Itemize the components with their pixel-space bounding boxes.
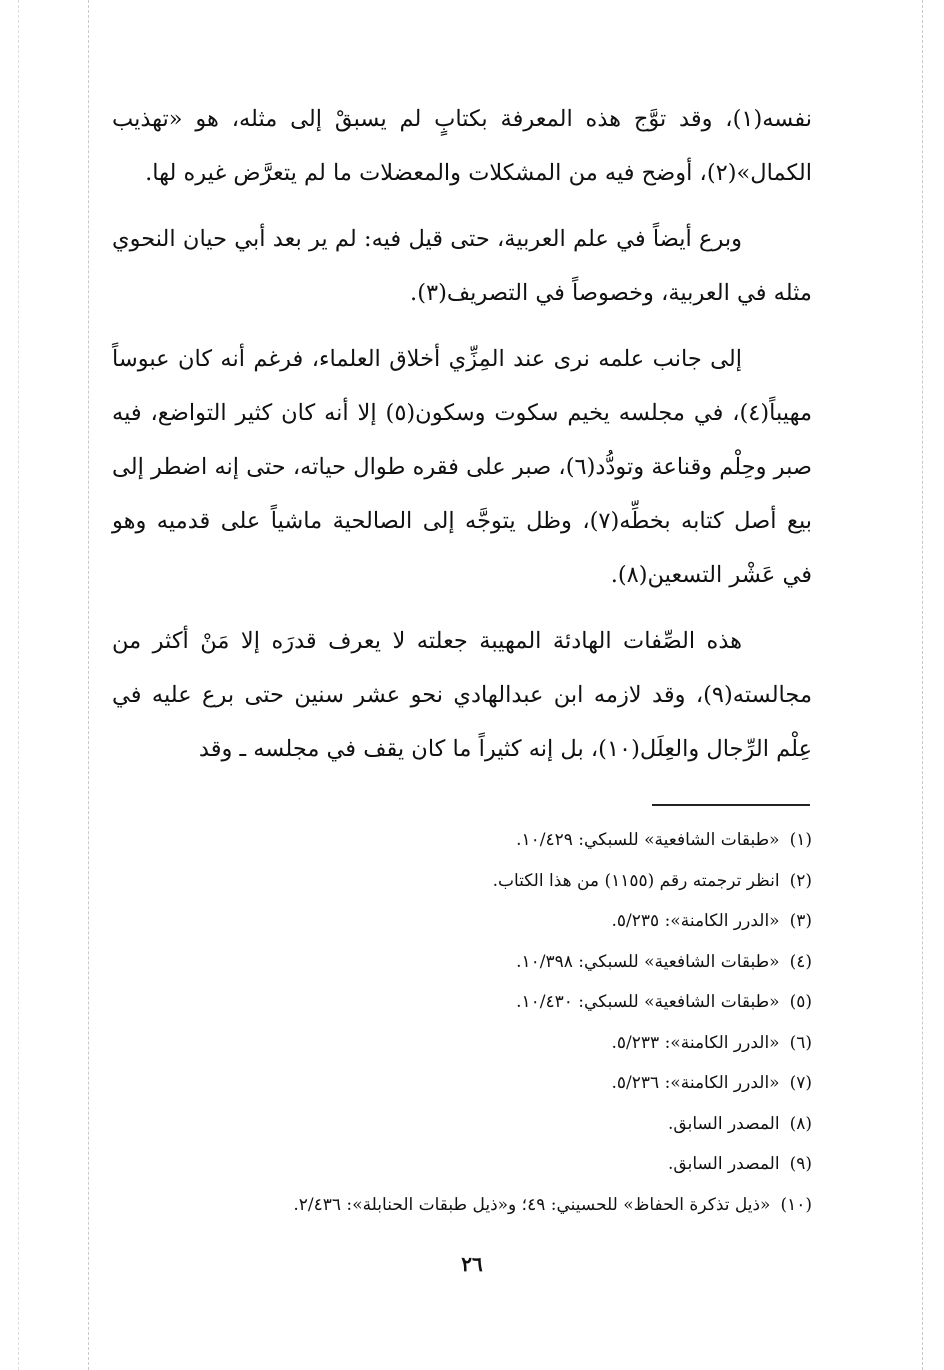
scan-edge-line bbox=[18, 0, 19, 1370]
footnote bbox=[112, 1104, 812, 1145]
footnote-text: «الدرر الكامنة»: ٥/٢٣٥. bbox=[611, 911, 780, 931]
footnote bbox=[112, 1063, 812, 1104]
footnotes bbox=[112, 820, 812, 1225]
footnote-text: «الدرر الكامنة»: ٥/٢٣٣. bbox=[611, 1032, 780, 1053]
footnote-number: (٦) bbox=[789, 1032, 812, 1053]
footnote bbox=[112, 1144, 812, 1185]
footnote-text: «طبقات الشافعية» للسبكي: ١٠/٤٢٩. bbox=[516, 830, 780, 850]
footnote-number: (١) bbox=[789, 830, 812, 850]
footnote bbox=[112, 982, 812, 1023]
footnote-text: «طبقات الشافعية» للسبكي: ١٠/٤٣٠. bbox=[516, 992, 780, 1012]
footnote-separator bbox=[652, 804, 810, 806]
footnote bbox=[112, 942, 812, 983]
paragraph: نفسه(١)، وقد توَّج هذه المعرفة بكتابٍ لم يسبقْ إلى مثله، هو «تهذيب الكمال»(٢)، أوضح فيه من المشكلات والمعضلات ما لم يتعرَّض غيره لها. bbox=[112, 106, 812, 186]
scan-edge-line bbox=[88, 0, 89, 1370]
footnote-number: (٥) bbox=[789, 992, 812, 1012]
footnote-number: (١٠) bbox=[780, 1194, 812, 1215]
footnote-text: المصدر السابق. bbox=[668, 1113, 780, 1134]
footnote-text: «الدرر الكامنة»: ٥/٢٣٦. bbox=[611, 1073, 780, 1093]
footnote-number: (٤) bbox=[789, 951, 812, 972]
paragraph: هذه الصِّفات الهادئة المهيبة جعلته لا يعرف قدرَه إلا مَنْ أكثر من مجالسته(٩)، وقد لازمه ابن عبدالهادي نحو عشر سنين حتى برع عليه في عِلْم الرِّجال والعِلَل(١٠)، بل إنه كثيراً ما كان يقف في مجلسه ـ وقد bbox=[112, 628, 812, 762]
footnote-text: «ذيل تذكرة الحفاظ» للحسيني: ٤٩؛ و«ذيل طبقات الحنابلة»: ٢/٤٣٦. bbox=[293, 1194, 771, 1215]
footnote-text: انظر ترجمته رقم (١١٥٥) من هذا الكتاب. bbox=[492, 870, 780, 891]
main-text bbox=[112, 92, 812, 788]
paragraph: إلى جانب علمه نرى عند المِزِّي أخلاق العلماء، فرغم أنه كان عبوساً مهيباً(٤)، في مجلسه يخيم سكوت وسكون(٥) إلا أنه كان كثير التواضع، فيه صبر وحِلْم وقناعة وتودُّد(٦)، صبر على فقره طوال حياته، حتى إنه اضطر إلى بيع أصل كتابه بخطِّه(٧)، وظل يتوجَّه إلى الصالحية ماشياً على قدميه وهو في عَشْر التسعين(٨). bbox=[112, 346, 813, 588]
footnote-number: (٢) bbox=[789, 870, 812, 891]
page-number: ٢٦ bbox=[461, 1252, 483, 1276]
footnote bbox=[112, 901, 812, 942]
footnote-text: «طبقات الشافعية» للسبكي: ١٠/٣٩٨. bbox=[516, 951, 780, 972]
paragraph: وبرع أيضاً في علم العربية، حتى قيل فيه: لم ير بعد أبي حيان النحوي مثله في العربية، وخصوصاً في التصريف(٣). bbox=[112, 226, 812, 306]
footnote-number: (٧) bbox=[789, 1073, 812, 1093]
footnote-text: المصدر السابق. bbox=[668, 1154, 780, 1174]
footnote-number: (٣) bbox=[789, 911, 812, 931]
scan-edge-line bbox=[922, 0, 923, 1370]
footnote bbox=[112, 1023, 812, 1064]
footnote bbox=[112, 1185, 812, 1226]
footnote bbox=[112, 820, 812, 861]
footnote bbox=[112, 861, 812, 902]
footnote-number: (٩) bbox=[789, 1154, 812, 1174]
footnote-number: (٨) bbox=[789, 1113, 812, 1134]
